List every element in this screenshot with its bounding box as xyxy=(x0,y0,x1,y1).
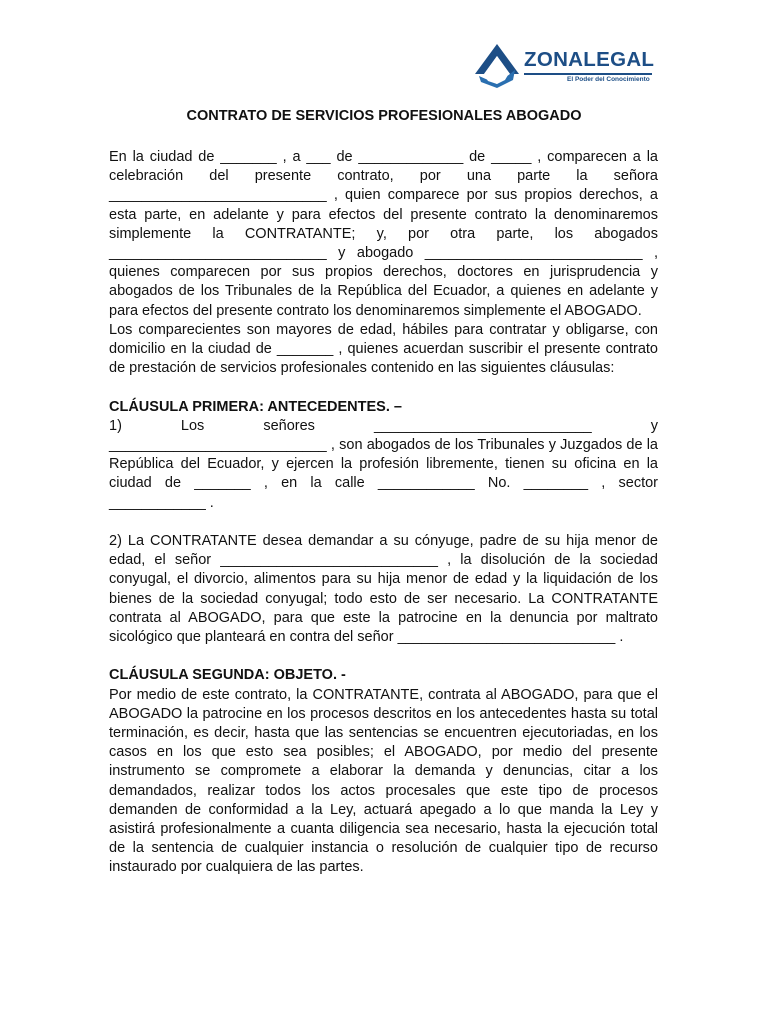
zonalegal-logo xyxy=(472,40,662,90)
clause-1-heading: CLÁUSULA PRIMERA: ANTECEDENTES. – xyxy=(109,398,402,415)
zonalegal-emblem-icon xyxy=(472,40,522,90)
document-title: CONTRATO DE SERVICIOS PROFESIONALES ABOGADO xyxy=(186,108,582,124)
intro-paragraph-2: Los comparecientes son mayores de edad, hábiles para contratar y obligarse, con domicilio en la ciudad de _______ , quienes acuerdan suscribir el presente contrato de prestación de servicios profesionales contenido en las siguientes cláusulas: xyxy=(109,321,658,377)
clause-2-heading: CLÁUSULA SEGUNDA: OBJETO. - xyxy=(109,667,346,684)
clause-1-paragraph-2: 2) La CONTRATANTE desea demandar a su cónyuge, padre de su hija menor de edad, el señor ___________________________ , la disolución de la sociedad conyugal, el divorcio, alimentos para su hija menor de edad y la liquidación de los bienes de la sociedad conyugal; todo esto de ser necesario. La CONTRATANTE contrata al ABOGADO, para que este la patrocine en la denuncia por maltrato sicológico que planteará en contra del señor ___________________________ . xyxy=(109,533,658,646)
logo-name: ZONALEGAL xyxy=(524,48,655,71)
clause-2-paragraph-1: Por medio de este contrato, la CONTRATANTE, contrata al ABOGADO, para que el ABOGADO la patrocine en los procesos descritos en los antecedentes hasta su total terminación, es decir, hasta que las sentencias se encuentren ejecutoriadas, en los casos en los que esto sea posibles; el ABOGADO, por medio del presente instrumento se compromete a elaborar la demanda y denuncias, citar a los demandados, realizar todos los actos procesales que este tipo de procesos demanden de conformidad a la Ley, actuará apegado a lo que manda la Ley y asistirá profesionalmente a cuanta diligencia sea necesario, hasta la ejecución total de la sentencia de cualquier instancia o resolución de cualquier tipo de recurso instaurado por cualquiera de las partes. xyxy=(109,686,658,876)
logo-tagline: El Poder del Conocimiento xyxy=(567,76,650,83)
intro-paragraph-1: En la ciudad de _______ , a ___ de _____________ de _____ , comparecen a la celebración del presente contrato, por una parte la señora ___________________________ , quien comparece por sus propios derechos, a esta parte, en adelante y para efectos del presente contrato la denominaremos simplemente la CONTRATANTE; y, por otra parte, los abogados ___________________________ y abogado ___________________________ , quienes comparecen por sus propios derechos, doctores en jurisprudencia y abogados de los Tribunales de la República del Ecuador, a quienes en adelante y para efectos del presente contrato los denominaremos simplemente el ABOGADO. xyxy=(109,149,658,319)
logo-divider xyxy=(524,73,652,75)
clause-1-paragraph-1: 1) Los señores ___________________________ y ___________________________ , son abogados de los Tribunales y Juzgados de la República del Ecuador, y ejercen la profesión libremente, tienen su oficina en la ciudad de _______ , en la calle ____________ No. ________ , sector ____________ . xyxy=(109,417,658,511)
document-body xyxy=(109,148,658,878)
